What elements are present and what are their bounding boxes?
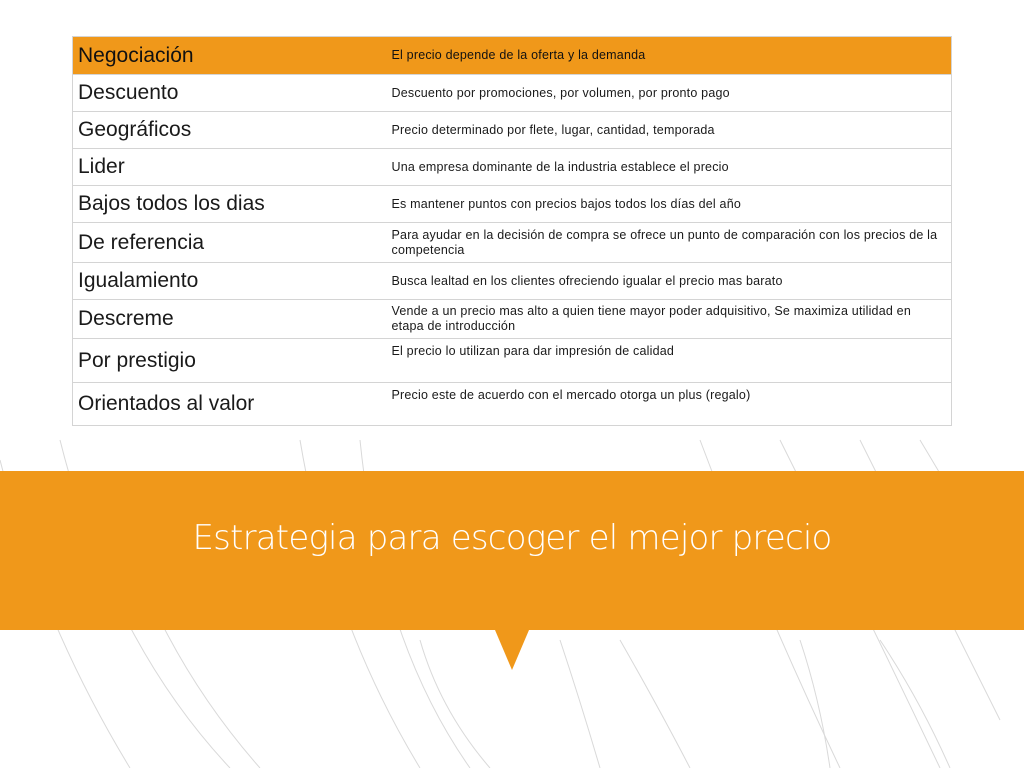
table-row [73, 112, 952, 149]
table-row [73, 339, 952, 383]
pricing-strategies-table [72, 36, 951, 425]
description-cell: Para ayudar en la decisión de compra se ofrece un punto de comparación con los precios de la competencia [386, 223, 952, 263]
table-row [73, 300, 952, 339]
description-cell: Precio determinado por flete, lugar, cantidad, temporada [386, 112, 952, 149]
description-cell: Descuento por promociones, por volumen, por pronto pago [386, 75, 952, 112]
term-cell: Orientados al valor [73, 383, 386, 426]
description-cell: El precio lo utilizan para dar impresión de calidad [386, 339, 952, 383]
table-row [73, 263, 952, 300]
term-cell: Por prestigio [73, 339, 386, 383]
table-row [73, 149, 952, 186]
description-cell: Es mantener puntos con precios bajos todos los días del año [386, 186, 952, 223]
description-cell: Vende a un precio mas alto a quien tiene mayor poder adquisitivo, Se maximiza utilidad en etapa de introducción [386, 300, 952, 339]
header-term-cell: Negociación [73, 37, 386, 75]
term-cell: Igualamiento [73, 263, 386, 300]
term-cell: Descreme [73, 300, 386, 339]
description-cell: Una empresa dominante de la industria establece el precio [386, 149, 952, 186]
table-row [73, 383, 952, 426]
term-cell: De referencia [73, 223, 386, 263]
term-cell: Lider [73, 149, 386, 186]
term-cell: Descuento [73, 75, 386, 112]
strategies-table [72, 36, 952, 426]
description-cell: Precio este de acuerdo con el mercado otorga un plus (regalo) [386, 383, 952, 426]
table-row [73, 223, 952, 263]
title-banner [0, 471, 1024, 630]
banner-pointer-arrow [495, 630, 529, 670]
table-header-row [73, 37, 952, 75]
term-cell: Bajos todos los dias [73, 186, 386, 223]
table-row [73, 186, 952, 223]
description-cell: Busca lealtad en los clientes ofreciendo igualar el precio mas barato [386, 263, 952, 300]
table-row [73, 75, 952, 112]
slide-title: Estrategia para escoger el mejor precio [192, 518, 832, 558]
header-description-cell: El precio depende de la oferta y la demanda [386, 37, 952, 75]
term-cell: Geográficos [73, 112, 386, 149]
